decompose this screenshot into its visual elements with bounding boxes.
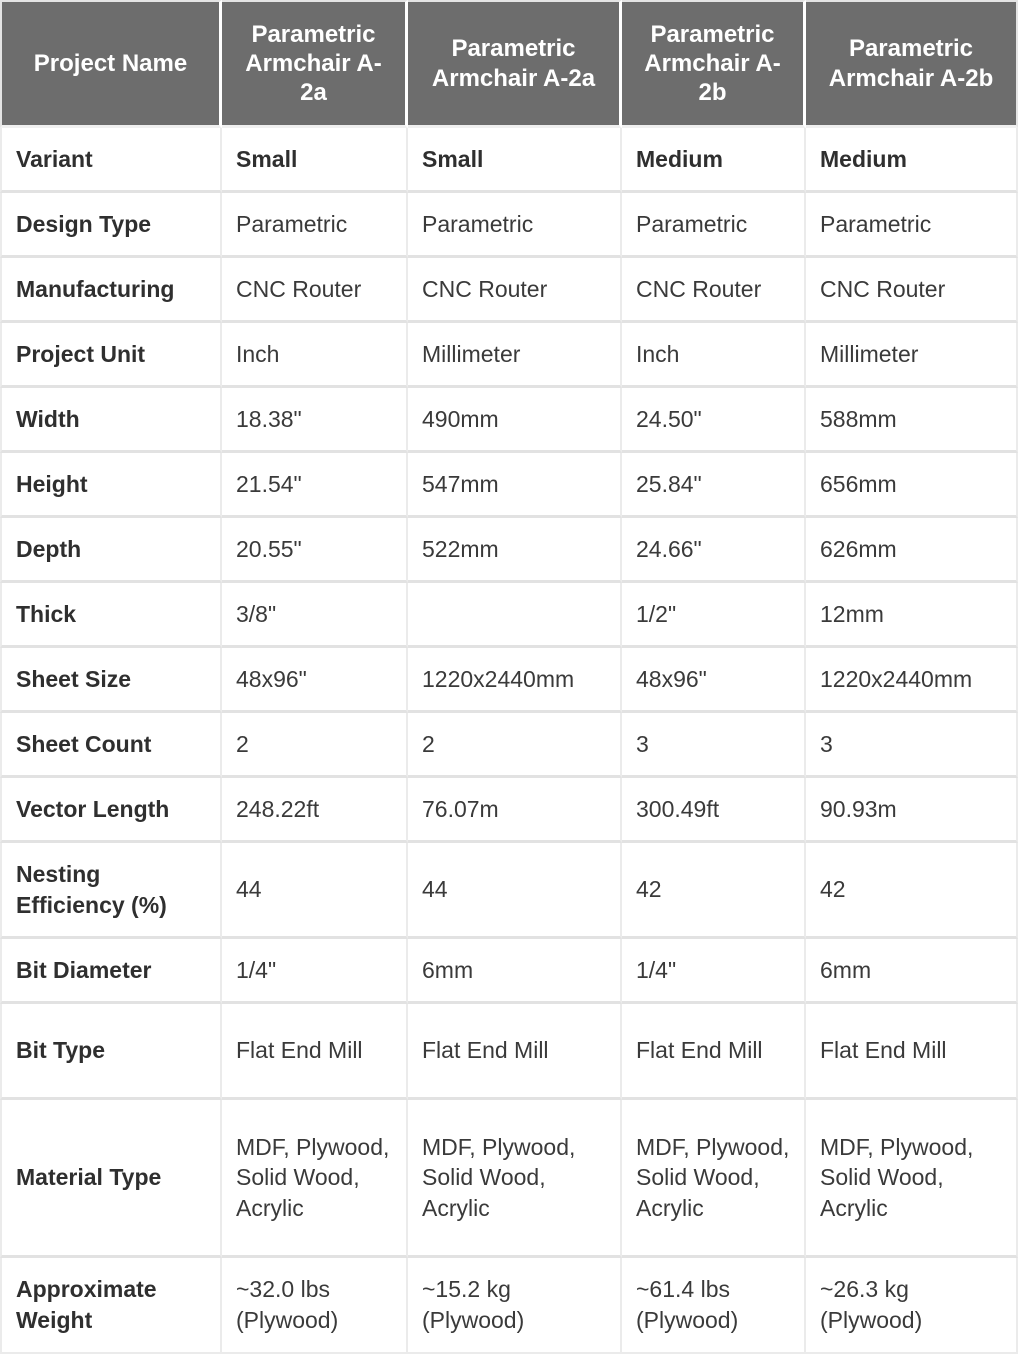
cell-value: CNC Router	[806, 258, 1018, 323]
table-row	[0, 388, 1018, 453]
table-row	[0, 258, 1018, 323]
cell-value: 3/8"	[222, 583, 408, 648]
cell-value: 490mm	[408, 388, 622, 453]
cell-value: Flat End Mill	[408, 1004, 622, 1100]
cell-value: 42	[622, 843, 806, 939]
cell-value: Parametric	[222, 193, 408, 258]
cell-value: 90.93m	[806, 778, 1018, 843]
cell-value: MDF, Plywood, Solid Wood, Acrylic	[222, 1100, 408, 1258]
cell-value: Small	[408, 128, 622, 193]
row-label: Material Type	[0, 1100, 222, 1258]
cell-value: 2	[408, 713, 622, 778]
row-label: Variant	[0, 128, 222, 193]
cell-value: Flat End Mill	[222, 1004, 408, 1100]
cell-value: 547mm	[408, 453, 622, 518]
row-label: Nesting Efficiency (%)	[0, 843, 222, 939]
cell-value: ~61.4 lbs (Plywood)	[622, 1258, 806, 1354]
table-row	[0, 1100, 1018, 1258]
cell-value: 25.84"	[622, 453, 806, 518]
cell-value: 300.49ft	[622, 778, 806, 843]
cell-value: MDF, Plywood, Solid Wood, Acrylic	[408, 1100, 622, 1258]
cell-value	[408, 583, 622, 648]
table-row	[0, 583, 1018, 648]
table-row	[0, 778, 1018, 843]
table-row	[0, 648, 1018, 713]
cell-value: 1/2"	[622, 583, 806, 648]
cell-value: Inch	[222, 323, 408, 388]
table-row	[0, 193, 1018, 258]
row-label: Design Type	[0, 193, 222, 258]
row-label: Depth	[0, 518, 222, 583]
table-row	[0, 128, 1018, 193]
cell-value: 2	[222, 713, 408, 778]
row-label: Sheet Size	[0, 648, 222, 713]
cell-value: 522mm	[408, 518, 622, 583]
table-body	[0, 128, 1018, 1354]
cell-value: 76.07m	[408, 778, 622, 843]
cell-value: Millimeter	[806, 323, 1018, 388]
table-header-row	[0, 0, 1018, 128]
cell-value: 1220x2440mm	[806, 648, 1018, 713]
cell-value: 12mm	[806, 583, 1018, 648]
row-label: Vector Length	[0, 778, 222, 843]
row-label: Thick	[0, 583, 222, 648]
cell-value: 20.55"	[222, 518, 408, 583]
cell-value: CNC Router	[222, 258, 408, 323]
cell-value: Parametric	[408, 193, 622, 258]
cell-value: 588mm	[806, 388, 1018, 453]
cell-value: Medium	[622, 128, 806, 193]
row-label: Width	[0, 388, 222, 453]
cell-value: 626mm	[806, 518, 1018, 583]
column-header-variant-3: Parametric Armchair A-2b	[622, 0, 806, 128]
column-header-variant-4: Parametric Armchair A-2b	[806, 0, 1018, 128]
cell-value: 1220x2440mm	[408, 648, 622, 713]
cell-value: 1/4"	[222, 939, 408, 1004]
cell-value: 1/4"	[622, 939, 806, 1004]
cell-value: 6mm	[806, 939, 1018, 1004]
cell-value: 42	[806, 843, 1018, 939]
column-header-variant-1: Parametric Armchair A-2a	[222, 0, 408, 128]
table-row	[0, 713, 1018, 778]
cell-value: 656mm	[806, 453, 1018, 518]
cell-value: 48x96"	[622, 648, 806, 713]
table-row	[0, 1258, 1018, 1354]
cell-value: ~26.3 kg (Plywood)	[806, 1258, 1018, 1354]
cell-value: Parametric	[806, 193, 1018, 258]
cell-value: MDF, Plywood, Solid Wood, Acrylic	[806, 1100, 1018, 1258]
cell-value: 21.54"	[222, 453, 408, 518]
row-label: Sheet Count	[0, 713, 222, 778]
cell-value: ~15.2 kg (Plywood)	[408, 1258, 622, 1354]
row-label: Project Unit	[0, 323, 222, 388]
column-header-variant-2: Parametric Armchair A-2a	[408, 0, 622, 128]
cell-value: CNC Router	[408, 258, 622, 323]
cell-value: Medium	[806, 128, 1018, 193]
cell-value: 3	[806, 713, 1018, 778]
row-label: Approximate Weight	[0, 1258, 222, 1354]
cell-value: 48x96"	[222, 648, 408, 713]
cell-value: 24.50"	[622, 388, 806, 453]
table-row	[0, 323, 1018, 388]
cell-value: Flat End Mill	[622, 1004, 806, 1100]
table-row	[0, 939, 1018, 1004]
cell-value: 44	[222, 843, 408, 939]
table-header	[0, 0, 1018, 128]
row-label: Manufacturing	[0, 258, 222, 323]
column-header-project-name: Project Name	[0, 0, 222, 128]
cell-value: 248.22ft	[222, 778, 408, 843]
cell-value: Small	[222, 128, 408, 193]
cell-value: Flat End Mill	[806, 1004, 1018, 1100]
table-row	[0, 453, 1018, 518]
cell-value: 3	[622, 713, 806, 778]
row-label: Bit Diameter	[0, 939, 222, 1004]
row-label: Height	[0, 453, 222, 518]
cell-value: ~32.0 lbs (Plywood)	[222, 1258, 408, 1354]
cell-value: 6mm	[408, 939, 622, 1004]
cell-value: 18.38"	[222, 388, 408, 453]
table-row	[0, 1004, 1018, 1100]
row-label: Bit Type	[0, 1004, 222, 1100]
cell-value: Inch	[622, 323, 806, 388]
table-row	[0, 843, 1018, 939]
cell-value: Parametric	[622, 193, 806, 258]
table-row	[0, 518, 1018, 583]
cell-value: 44	[408, 843, 622, 939]
cell-value: Millimeter	[408, 323, 622, 388]
cell-value: MDF, Plywood, Solid Wood, Acrylic	[622, 1100, 806, 1258]
cell-value: 24.66"	[622, 518, 806, 583]
cell-value: CNC Router	[622, 258, 806, 323]
